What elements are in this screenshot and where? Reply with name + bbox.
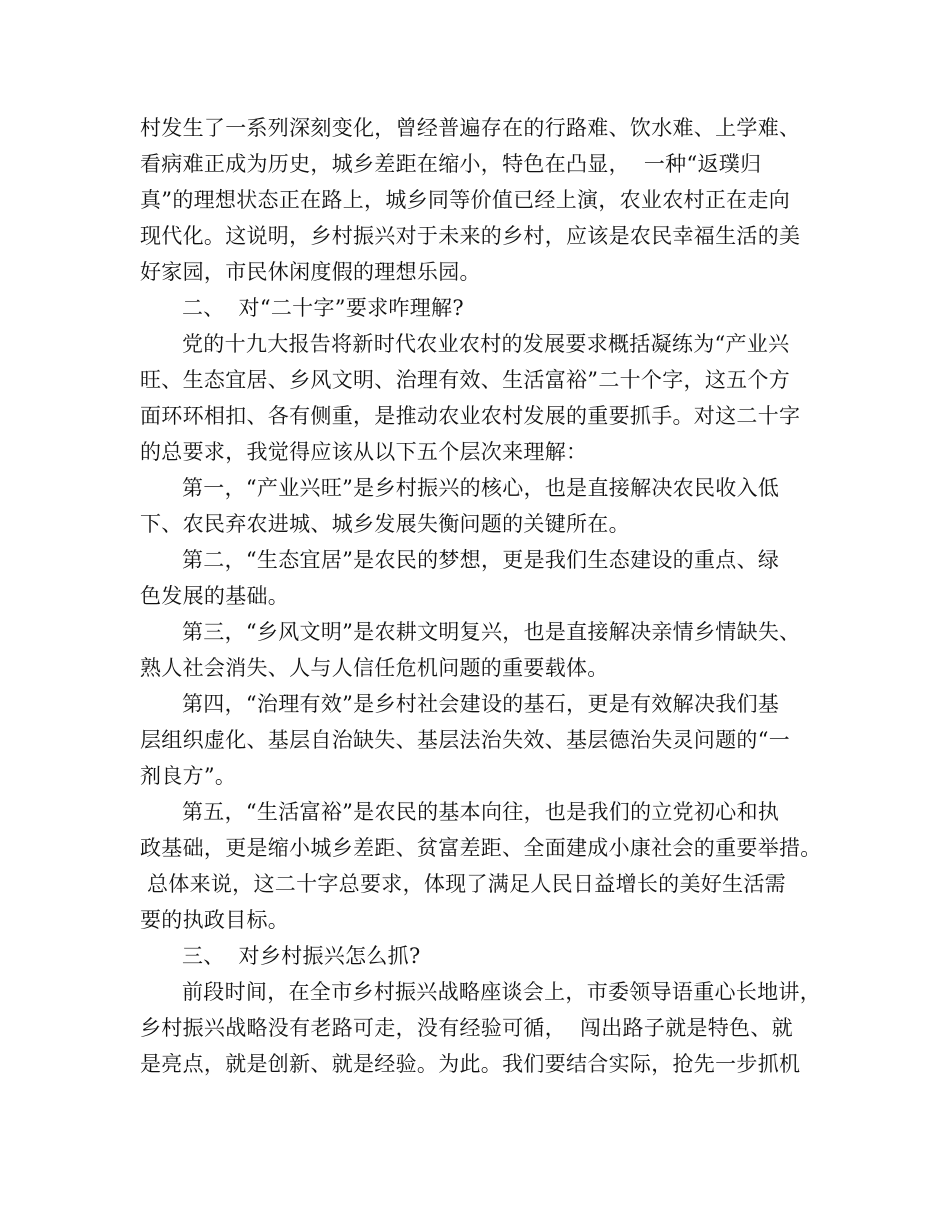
text-line: 政基础，更是缩小城乡差距、贫富差距、全面建成小康社会的重要举措。 (140, 836, 822, 860)
text-line: 第五，“生活富裕”是农民的基本向往，也是我们的立党初心和执 (182, 800, 780, 824)
text-line: 旺、生态宜居、乡风文明、治理有效、生活富裕”二十个字，这五个方 (140, 368, 791, 392)
text-line: 党的十九大报告将新时代农业农村的发展要求概括凝练为“产业兴 (182, 332, 790, 356)
text-line: 村发生了一系列深刻变化，曾经普遍存在的行路难、饮水难、上学难、 (140, 116, 801, 140)
text-line: 层组织虚化、基层自治缺失、基层法治失效、基层德治失灵问题的“一 (140, 728, 791, 752)
text-line: 要的执政目标。 (140, 908, 290, 932)
text-line: 第三，“乡风文明”是农耕文明复兴，也是直接解决亲情乡情缺失、 (182, 620, 801, 644)
text-line: 现代化。这说明，乡村振兴对于未来的乡村，应该是农民幸福生活的美 (140, 224, 801, 248)
text-line: 面环环相扣、各有侧重，是推动农业农村发展的重要抓手。对这二十字 (140, 404, 801, 428)
section-heading: 三、 对乡村振兴怎么抓? (182, 944, 421, 968)
text-line: 下、农民弃农进城、城乡发展失衡问题的关键所在。 (140, 512, 630, 536)
text-line: 乡村振兴战略没有老路可走，没有经验可循， 闯出路子就是特色、就 (140, 1016, 793, 1040)
text-line: 熟人社会消失、人与人信任危机问题的重要载体。 (140, 656, 609, 680)
text-line: 真”的理想状态正在路上，城乡同等价值已经上演，农业农村正在走向 (140, 188, 791, 212)
text-line: 第一，“产业兴旺”是乡村振兴的核心，也是直接解决农民收入低 (182, 476, 780, 500)
section-heading: 二、 对“二十字”要求咋理解? (182, 296, 464, 320)
text-line: 第四，“治理有效”是乡村社会建设的基石，更是有效解决我们基 (182, 692, 780, 716)
text-line: 好家园，市民休闲度假的理想乐园。 (140, 260, 481, 284)
text-line: 剂良方”。 (140, 764, 237, 788)
text-line: 看病难正成为历史，城乡差距在缩小，特色在凸显， 一种“返璞归 (140, 152, 762, 176)
text-line: 是亮点，就是创新、就是经验。为此。我们要结合实际，抢先一步抓机 (140, 1052, 801, 1076)
text-line: 第二，“生态宜居”是农民的梦想，更是我们生态建设的重点、绿 (182, 548, 780, 572)
text-line: 总体来说，这二十字总要求，体现了满足人民日益增长的美好生活需 (140, 872, 786, 896)
text-line: 的总要求，我觉得应该从以下五个层次来理解： (140, 440, 588, 464)
text-line: 色发展的基础。 (140, 584, 290, 608)
text-line: 前段时间，在全市乡村振兴战略座谈会上，市委领导语重心长地讲， (182, 980, 821, 1004)
